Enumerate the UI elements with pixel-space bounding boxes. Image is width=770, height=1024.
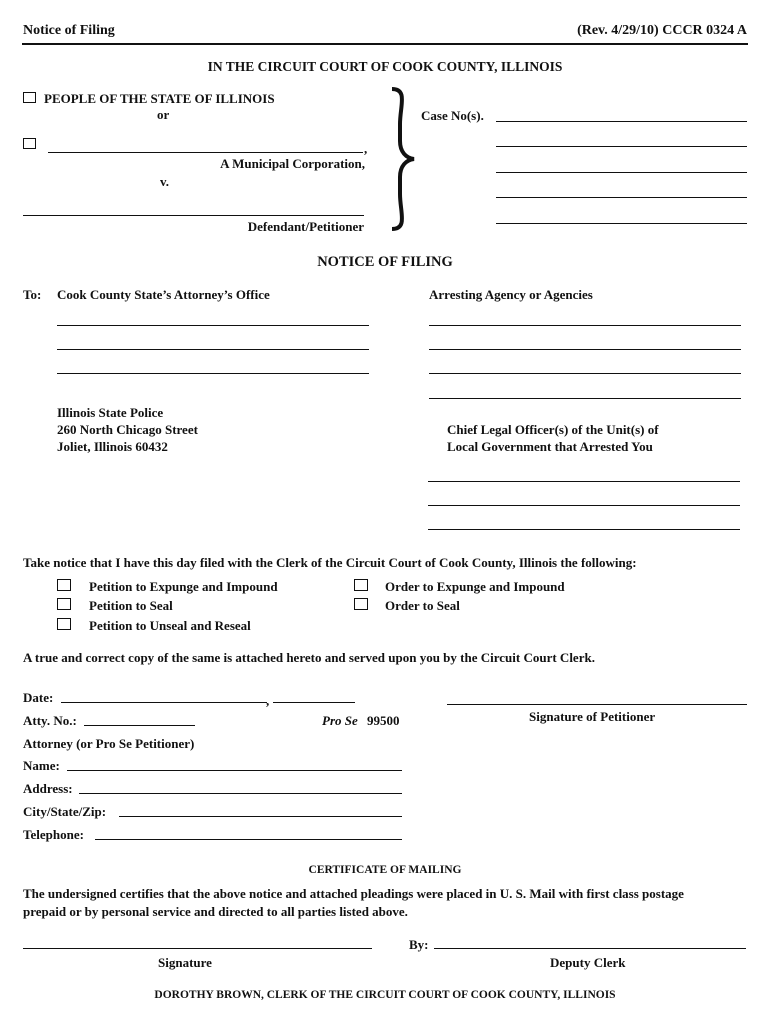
mailing-signature-label: Signature — [158, 955, 212, 970]
versus-label: v. — [160, 174, 170, 189]
people-label: PEOPLE OF THE STATE OF ILLINOIS — [44, 91, 275, 106]
deputy-clerk-label: Deputy Clerk — [550, 955, 626, 970]
form-revision: (Rev. 4/29/10) CCCR 0324 A — [577, 23, 747, 38]
chief-legal-officer-line[interactable] — [428, 529, 740, 530]
year-input-line[interactable] — [273, 702, 355, 703]
isp-city: Joliet, Illinois 60432 — [57, 439, 168, 454]
name-label: Name: — [23, 758, 60, 773]
expunge-impound-checkbox[interactable] — [57, 579, 71, 591]
curly-brace-icon — [380, 86, 420, 232]
certificate-title: CERTIFICATE OF MAILING — [308, 864, 462, 876]
address-label: Address: — [23, 781, 73, 796]
unseal-reseal-checkbox[interactable] — [57, 618, 71, 630]
defendant-name-line[interactable] — [23, 215, 364, 216]
true-copy-text: A true and correct copy of the same is attached hereto and served upon you by the Circuit Court Clerk. — [23, 650, 595, 665]
seal-checkbox[interactable] — [57, 598, 71, 610]
order-seal-checkbox[interactable] — [354, 598, 368, 610]
footer-clerk: DOROTHY BROWN, CLERK OF THE CIRCUIT COURT OF COOK COUNTY, ILLINOIS — [154, 989, 616, 1001]
date-comma: , — [266, 693, 270, 708]
address-input-line[interactable] — [79, 793, 402, 794]
states-attorney-address-line[interactable] — [57, 373, 369, 374]
mailing-signature-line[interactable] — [23, 948, 372, 949]
telephone-label: Telephone: — [23, 827, 84, 842]
states-attorney-address-line[interactable] — [57, 349, 369, 350]
unseal-reseal-label: Petition to Unseal and Reseal — [89, 618, 251, 633]
people-checkbox[interactable] — [23, 92, 36, 103]
date-input-line[interactable] — [61, 702, 267, 703]
arresting-agency-line[interactable] — [429, 325, 741, 326]
take-notice-text: Take notice that I have this day filed with the Clerk of the Circuit Court of Cook County, Illinois the following: — [23, 555, 637, 570]
seal-label: Petition to Seal — [89, 598, 173, 613]
isp-name: Illinois State Police — [57, 405, 164, 420]
petitioner-signature-label: Signature of Petitioner — [529, 709, 656, 724]
arresting-agency-line[interactable] — [429, 398, 741, 399]
order-seal-label: Order to Seal — [385, 598, 460, 613]
case-number-label: Case No(s). — [421, 108, 484, 123]
defendant-petitioner-label: Defendant/Petitioner — [247, 219, 364, 234]
order-expunge-checkbox[interactable] — [354, 579, 368, 591]
case-number-line[interactable] — [496, 146, 747, 147]
municipality-checkbox[interactable] — [23, 138, 36, 149]
municipality-name-line[interactable] — [48, 152, 363, 153]
deputy-clerk-line[interactable] — [434, 948, 746, 949]
chief-legal-officer-line2: Local Government that Arrested You — [447, 439, 653, 454]
atty-no-label: Atty. No.: — [23, 713, 77, 728]
name-input-line[interactable] — [67, 770, 402, 771]
certificate-line2: prepaid or by personal service and directed to all parties listed above. — [23, 904, 408, 919]
notice-title: NOTICE OF FILING — [317, 254, 453, 270]
telephone-input-line[interactable] — [95, 839, 402, 840]
chief-legal-officer-line[interactable] — [428, 481, 740, 482]
chief-legal-officer-line1: Chief Legal Officer(s) of the Unit(s) of — [447, 422, 659, 437]
case-number-line[interactable] — [496, 172, 747, 173]
by-label: By: — [409, 937, 429, 952]
pro-se-label: Pro Se — [322, 713, 358, 728]
arresting-agency-line[interactable] — [429, 373, 741, 374]
date-label: Date: — [23, 690, 54, 705]
order-expunge-label: Order to Expunge and Impound — [385, 579, 565, 594]
municipality-comma: , — [364, 141, 368, 156]
arresting-agency-line[interactable] — [429, 349, 741, 350]
case-number-line[interactable] — [496, 197, 747, 198]
case-number-line[interactable] — [496, 121, 747, 122]
form-title: Notice of Filing — [23, 23, 115, 38]
city-state-zip-label: City/State/Zip: — [23, 804, 107, 819]
municipal-corporation-label: A Municipal Corporation, — [220, 156, 365, 171]
isp-street: 260 North Chicago Street — [57, 422, 198, 437]
header-divider — [22, 43, 748, 45]
states-attorney-label: Cook County State’s Attorney’s Office — [57, 287, 270, 302]
states-attorney-address-line[interactable] — [57, 325, 369, 326]
petitioner-signature-line[interactable] — [447, 704, 747, 705]
to-label: To: — [23, 287, 42, 302]
city-state-zip-input-line[interactable] — [119, 816, 402, 817]
court-title: IN THE CIRCUIT COURT OF COOK COUNTY, ILLINOIS — [207, 59, 563, 74]
arresting-agency-label: Arresting Agency or Agencies — [429, 287, 593, 302]
certificate-line1: The undersigned certifies that the above notice and attached pleadings were placed in U. S. Mail with first class postage — [23, 886, 684, 901]
atty-no-input-line[interactable] — [84, 725, 195, 726]
attorney-label: Attorney (or Pro Se Petitioner) — [23, 736, 195, 751]
case-number-line[interactable] — [496, 223, 747, 224]
expunge-impound-label: Petition to Expunge and Impound — [89, 579, 278, 594]
chief-legal-officer-line[interactable] — [428, 505, 740, 506]
or-label: or — [157, 107, 170, 122]
pro-se-number: 99500 — [367, 713, 400, 728]
